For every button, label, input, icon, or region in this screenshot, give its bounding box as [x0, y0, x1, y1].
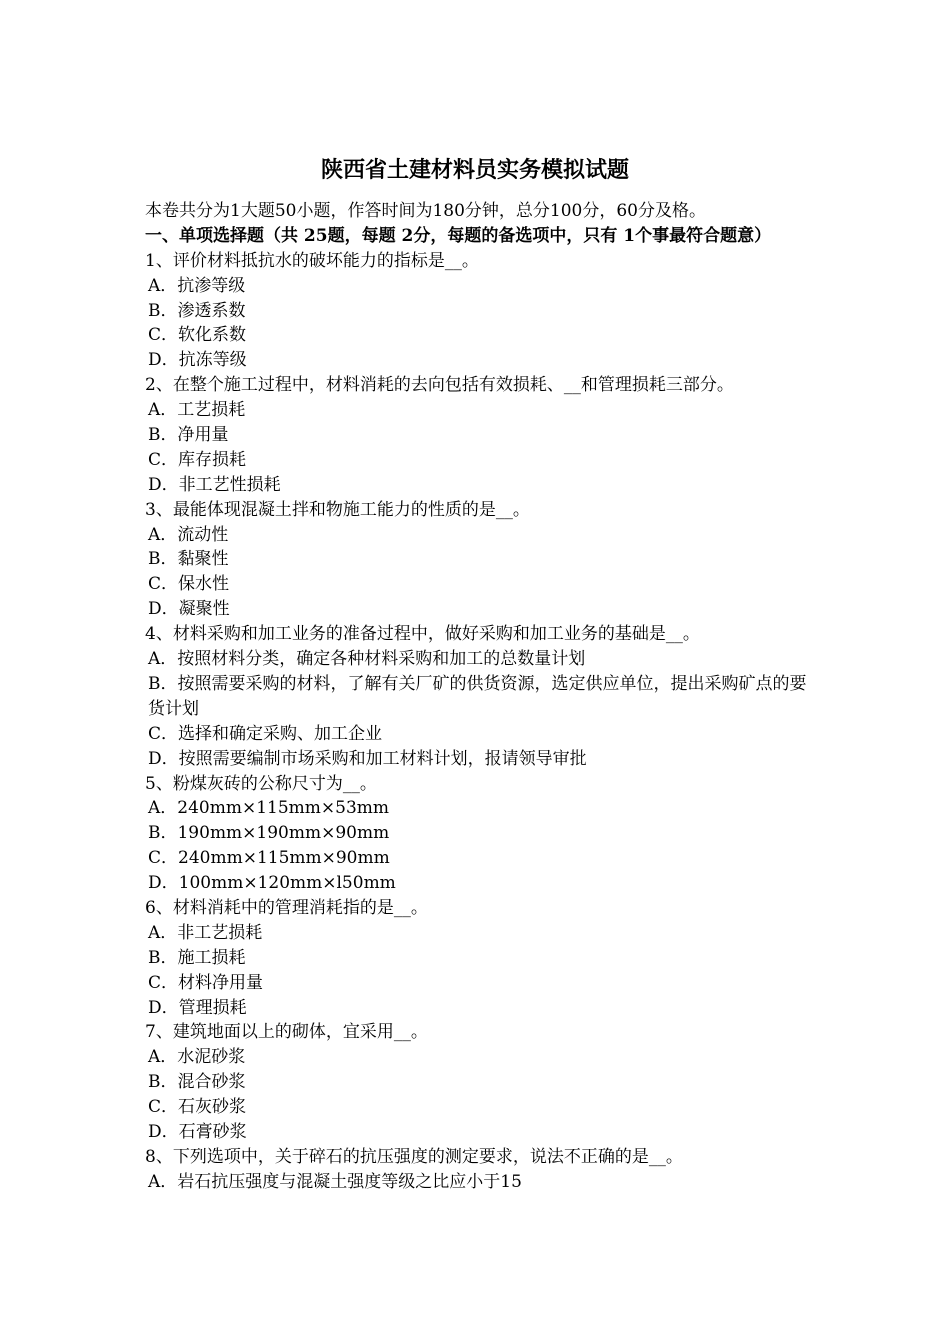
option-b: B．渗透系数	[148, 300, 246, 321]
option-d: D．凝聚性	[148, 599, 230, 620]
option-c: C．选择和确定采购、加工企业	[148, 723, 383, 744]
option-a: A．按照材料分类，确定各种材料采购和加工的总数量计划	[148, 649, 586, 670]
option-d: D．非工艺性损耗	[148, 474, 281, 495]
option-d: D．抗冻等级	[148, 350, 247, 371]
question	[145, 622, 810, 771]
option-a: A．非工艺损耗	[148, 922, 263, 943]
option-b: B．施工损耗	[148, 947, 246, 968]
question-stem: 4、材料采购和加工业务的准备过程中，做好采购和加工业务的基础是__。	[145, 624, 700, 645]
option-c: C．石灰砂浆	[148, 1097, 247, 1118]
option-a: A．240mm×115mm×53mm	[148, 798, 390, 819]
question-stem: 5、粉煤灰砖的公称尺寸为__。	[145, 773, 377, 794]
option-b: B．净用量	[148, 425, 229, 446]
option-a: A．工艺损耗	[148, 400, 246, 421]
option-b: B．按照需要采购的材料，了解有关厂矿的供货资源，选定供应单位，提出采购矿点的要货计划	[148, 673, 807, 719]
question-stem: 6、材料消耗中的管理消耗指的是__。	[145, 897, 428, 918]
exam-intro: 本卷共分为1大题50小题，作答时间为180分钟，总分100分，60分及格。	[145, 201, 706, 221]
question-stem: 3、最能体现混凝土拌和物施工能力的性质的是__。	[145, 499, 530, 520]
question-stem: 8、下列选项中，关于碎石的抗压强度的测定要求，说法不正确的是__。	[145, 1146, 683, 1167]
option-a: A．水泥砂浆	[148, 1047, 246, 1068]
option-d: D．石膏砂浆	[148, 1122, 247, 1142]
question	[145, 373, 810, 497]
option-a: A．流动性	[148, 524, 229, 545]
section-heading: 一、单项选择题（共 25题，每题 2分，每题的备选项中，只有 1个事最符合题意）	[145, 225, 772, 246]
question-stem: 2、在整个施工过程中，材料消耗的去向包括有效损耗、__和管理损耗三部分。	[145, 375, 734, 396]
option-c: C．材料净用量	[148, 972, 264, 993]
option-c: C．软化系数	[148, 325, 247, 346]
option-b: B．黏聚性	[148, 549, 229, 570]
question-stem: 1、评价材料抵抗水的破坏能力的指标是__。	[145, 250, 479, 271]
option-a: A．岩石抗压强度与混凝土强度等级之比应小于15	[148, 1171, 522, 1192]
option-d: D．按照需要编制市场采购和加工材料计划，报请领导审批	[148, 748, 587, 769]
option-d: D．100mm×120mm×l50mm	[148, 873, 396, 894]
option-c: C．库存损耗	[148, 449, 247, 470]
question	[145, 772, 810, 896]
question	[145, 1020, 810, 1144]
option-b: B．混合砂浆	[148, 1072, 246, 1093]
option-b: B．190mm×190mm×90mm	[148, 823, 390, 844]
question	[145, 1145, 810, 1195]
option-a: A．抗渗等级	[148, 275, 246, 296]
document-body	[145, 199, 810, 1195]
question	[145, 249, 810, 373]
question	[145, 896, 810, 1020]
option-c: C．保水性	[148, 574, 230, 595]
option-c: C．240mm×115mm×90mm	[148, 848, 390, 869]
question	[145, 498, 810, 622]
question-stem: 7、建筑地面以上的砌体，宜采用__。	[145, 1022, 428, 1043]
document-title: 陕西省土建材料员实务模拟试题	[320, 157, 629, 183]
option-d: D．管理损耗	[148, 997, 247, 1018]
